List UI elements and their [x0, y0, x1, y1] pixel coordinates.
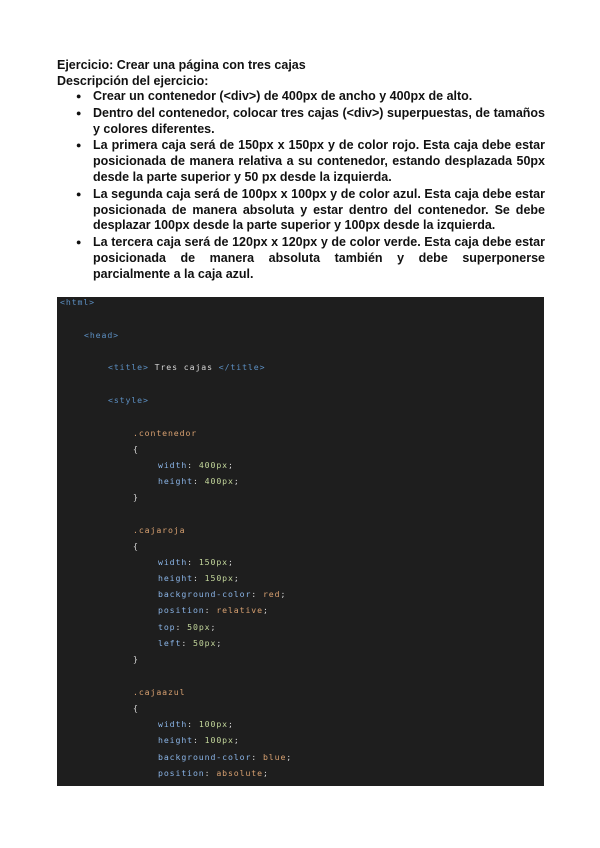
exercise-heading: Ejercicio: Crear una página con tres cajas: [57, 58, 306, 72]
css-selector-contenedor: .contenedor: [133, 428, 198, 438]
css-declaration: width: 400px;: [158, 460, 234, 470]
css-declaration: height: 150px;: [158, 573, 240, 583]
code-line-title: <title> Tres cajas </title>: [108, 362, 266, 372]
requirements-list: [57, 89, 545, 284]
css-declaration: height: 400px;: [158, 476, 240, 486]
list-item: ● La tercera caja será de 120px x 120px y de color verde. Esta caja debe estar posicionada de manera absoluta también y debe superponerse parcialmente a la caja azul.: [93, 235, 545, 282]
code-line-head: <head>: [84, 330, 119, 340]
list-item: ● La primera caja será de 150px x 150px y de color rojo. Esta caja debe estar posicionada de manera relativa a su contenedor, estando desplazada 50px desde la parte superior y 50 px desde la izquierda.: [93, 138, 545, 185]
open-brace: {: [133, 703, 139, 713]
css-selector-cajaazul: .cajaazul: [133, 687, 186, 697]
list-item: ● Crear un contenedor (<div>) de 400px de ancho y 400px de alto.: [93, 89, 545, 105]
css-declaration: top: 50px;: [158, 622, 217, 632]
css-declaration: height: 100px;: [158, 735, 240, 745]
description-label: Descripción del ejercicio:: [57, 74, 209, 88]
list-item: ● Dentro del contenedor, colocar tres cajas (<div>) superpuestas, de tamaños y colores diferentes.: [93, 106, 545, 138]
css-selector-cajaroja: .cajaroja: [133, 525, 186, 535]
code-line-html: <html>: [60, 297, 95, 307]
close-brace: }: [133, 654, 139, 664]
css-declaration: left: 50px;: [158, 638, 223, 648]
css-declaration: background-color: red;: [158, 589, 287, 599]
css-declaration: position: absolute;: [158, 768, 269, 778]
open-brace: {: [133, 541, 139, 551]
css-declaration: width: 150px;: [158, 557, 234, 567]
css-declaration: width: 100px;: [158, 719, 234, 729]
code-screenshot: [57, 297, 544, 786]
code-line-style: <style>: [108, 395, 149, 405]
open-brace: {: [133, 444, 139, 454]
css-declaration: background-color: blue;: [158, 752, 293, 762]
css-declaration: position: relative;: [158, 605, 269, 615]
close-brace: }: [133, 492, 139, 502]
list-item: ● La segunda caja será de 100px x 100px y de color azul. Esta caja debe estar posicionada de manera absoluta y estar dentro del contenedor. Se debe desplazar 100px desde la parte superior y 100px desde la izquierda.: [93, 187, 545, 234]
